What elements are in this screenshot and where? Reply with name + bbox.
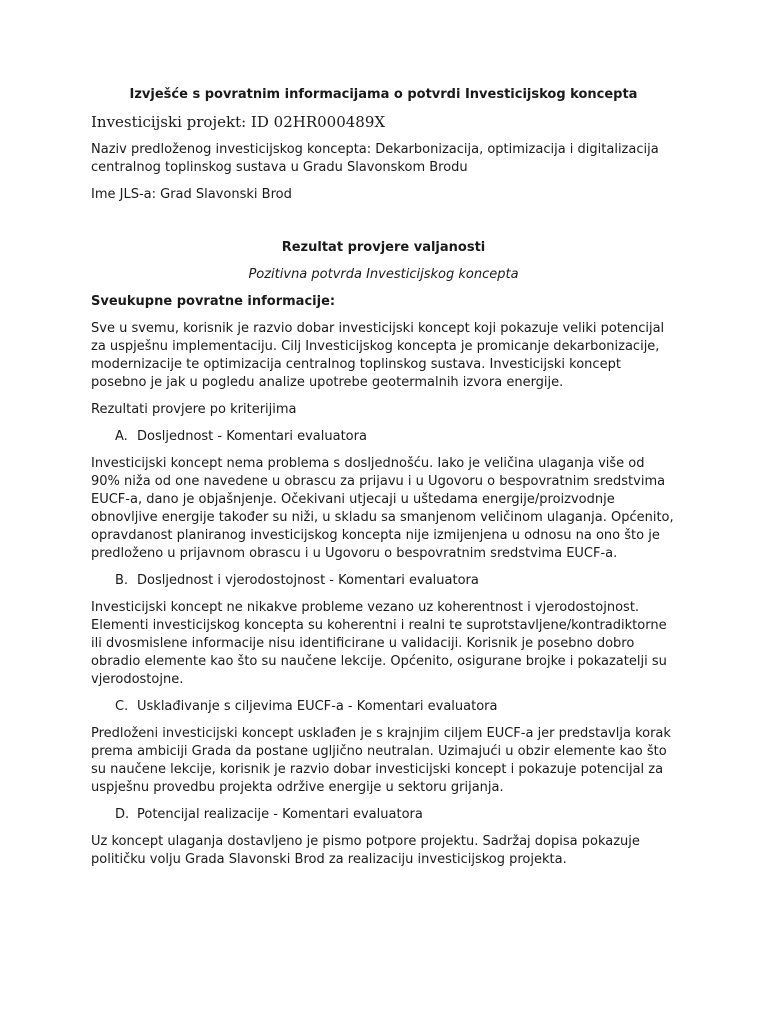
document-title: Izvješće s povratnim informacijama o potvrdi Investicijskog koncepta [129, 87, 638, 102]
spacer [91, 213, 676, 239]
jls-name: Ime JLS-a: Grad Slavonski Brod [91, 187, 292, 202]
criteria-heading: Rezultati provjere po kriterijima [91, 402, 297, 417]
criterion-letter: B. [115, 573, 129, 588]
criterion-d-text: Uz koncept ulaganja dostavljeno je pismo potpore projektu. Sadržaj dopisa pokazuje političku volju Grada Slavonski Brod za realizaciju investicijskog projekta. [91, 834, 640, 867]
overall-feedback-heading: Sveukupne povratne informacije: [91, 294, 336, 309]
criterion-title: Dosljednost i vjerodostojnost - Komentari evaluatora [137, 573, 479, 588]
validity-result: Pozitivna potvrda Investicijskog koncepta [248, 267, 519, 282]
overall-feedback-text: Sve u svemu, korisnik je razvio dobar investicijski koncept koji pokazuje veliki potencijal za uspješnu implementaciju. Cilj Investicijskog koncepta je promicanje dekarbonizacije, modernizacije te optimizacija centralnog toplinskog sustava. Investicijski koncept posebno je jak u pogledu analize upotrebe geotermalnih izvora energije. [91, 321, 665, 390]
criterion-title: Dosljednost - Komentari evaluatora [137, 429, 367, 444]
criterion-c-heading [91, 698, 676, 716]
criterion-a-heading [91, 428, 676, 446]
project-id: Investicijski projekt: ID 02HR000489X [91, 113, 386, 131]
validity-heading: Rezultat provjere valjanosti [281, 240, 486, 255]
criterion-b-text: Investicijski koncept ne nikakve probleme vezano uz koherentnost i vjerodostojnost. Elementi investicijskog koncepta su koherentni i realni te suprotstavljene/kontradiktorne ili dvosmislene informacije nisu identificirane u validaciji. Korisnik je posebno dobro obradio elemente kao što su naučene lekcije. Općenito, osigurane brojke i pokazatelji su vjerodostojne. [91, 600, 667, 687]
criterion-b-heading [91, 572, 676, 590]
proposed-concept-name: Naziv predloženog investicijskog koncepta: Dekarbonizacija, optimizacija i digitalizacija centralnog toplinskog sustava u Gradu Slavonskom Brodu [91, 142, 659, 175]
criterion-letter: C. [115, 699, 129, 714]
criterion-letter: A. [115, 429, 128, 444]
criterion-letter: D. [115, 807, 130, 822]
criterion-d-heading [91, 806, 676, 824]
criterion-title: Potencijal realizacije - Komentari evaluatora [137, 807, 423, 822]
criterion-c-text: Predloženi investicijski koncept usklađen je s krajnjim ciljem EUCF-a jer predstavlja korak prema ambiciji Grada da postane ugljično neutralan. Uzimajući u obzir elemente kao što su naučene lekcije, korisnik je razvio dobar investicijski koncept i pokazuje potencijal za uspješnu provedbu projekta održive energije u sektoru grijanja. [91, 726, 671, 795]
criterion-a-text: Investicijski koncept nema problema s dosljednošću. Iako je veličina ulaganja više od 90% niža od one navedene u obrascu za prijavu i u Ugovoru o bespovratnim sredstvima EUCF-a, dano je objašnjenje. Očekivani utjecaji u uštedama energije/proizvodnje obnovljive energije također su niži, u skladu sa smanjenom veličinom ulaganja. Općenito, opravdanost planiranog investicijskog koncepta nije izmijenjena u odnosu na ono što je predloženo u prijavnom obrascu i u Ugovoru o bespovratnim sredstvima EUCF-a. [91, 456, 674, 561]
criterion-title: Usklađivanje s ciljevima EUCF-a - Komentari evaluatora [137, 699, 498, 714]
